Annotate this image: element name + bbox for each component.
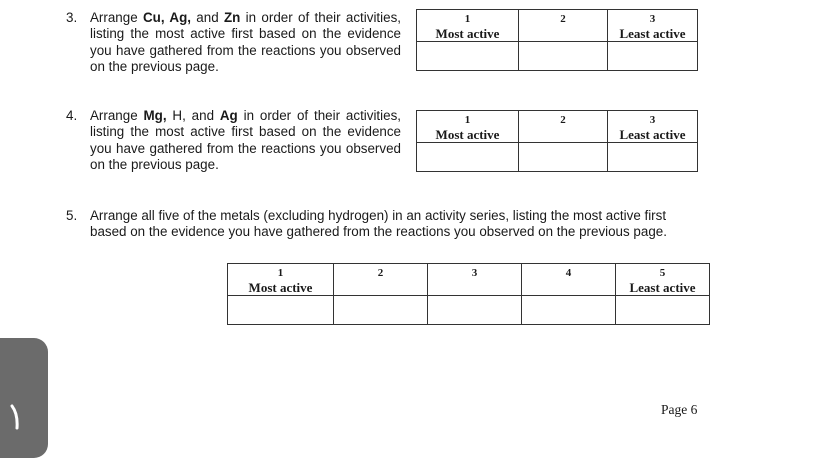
ranking-table-q3: [416, 9, 698, 71]
rank-header-3: 3 Least active: [608, 111, 698, 143]
rank-header-4: 4: [522, 264, 616, 296]
answer-cell-1[interactable]: [417, 42, 519, 71]
rank-header-3: 3 Least active: [608, 10, 698, 42]
answer-cell-3[interactable]: [608, 42, 698, 71]
answer-cell-4[interactable]: [522, 296, 616, 325]
answer-cell-1[interactable]: [228, 296, 334, 325]
answer-cell-3[interactable]: [608, 143, 698, 172]
rank-header-2: 2: [334, 264, 428, 296]
answer-cell-1[interactable]: [417, 143, 519, 172]
question-number: 3.: [66, 10, 78, 25]
ranking-table-q5: [227, 263, 710, 325]
question-text: Arrange Mg, H, and Ag in order of their activities, listing the most active first based on the evidence you have gathered from the reactions you observed on the previous page.: [90, 108, 401, 173]
rank-header-3: 3: [428, 264, 522, 296]
swipe-handle-icon: [10, 404, 22, 430]
answer-cell-2[interactable]: [334, 296, 428, 325]
side-tab-handle[interactable]: [0, 338, 48, 458]
answer-cell-2[interactable]: [519, 143, 608, 172]
question-number: 4.: [66, 108, 78, 123]
rank-header-5: 5 Least active: [616, 264, 710, 296]
rank-header-1: 1 Most active: [417, 10, 519, 42]
question-text: Arrange all five of the metals (excluding hydrogen) in an activity series, listing the most active first based on the evidence you have gathered from the reactions you observed on the previous page.: [90, 208, 667, 240]
ranking-table-q4: [416, 110, 698, 172]
rank-header-2: 2: [519, 10, 608, 42]
rank-header-2: 2: [519, 111, 608, 143]
answer-cell-5[interactable]: [616, 296, 710, 325]
page-number: Page 6: [661, 402, 698, 417]
rank-header-1: 1 Most active: [417, 111, 519, 143]
question-number: 5.: [66, 208, 78, 223]
answer-cell-2[interactable]: [519, 42, 608, 71]
answer-cell-3[interactable]: [428, 296, 522, 325]
question-text: Arrange Cu, Ag, and Zn in order of their activities, listing the most active first based on the evidence you have gathered from the reactions you observed on the previous page.: [90, 10, 401, 75]
rank-header-1: 1 Most active: [228, 264, 334, 296]
